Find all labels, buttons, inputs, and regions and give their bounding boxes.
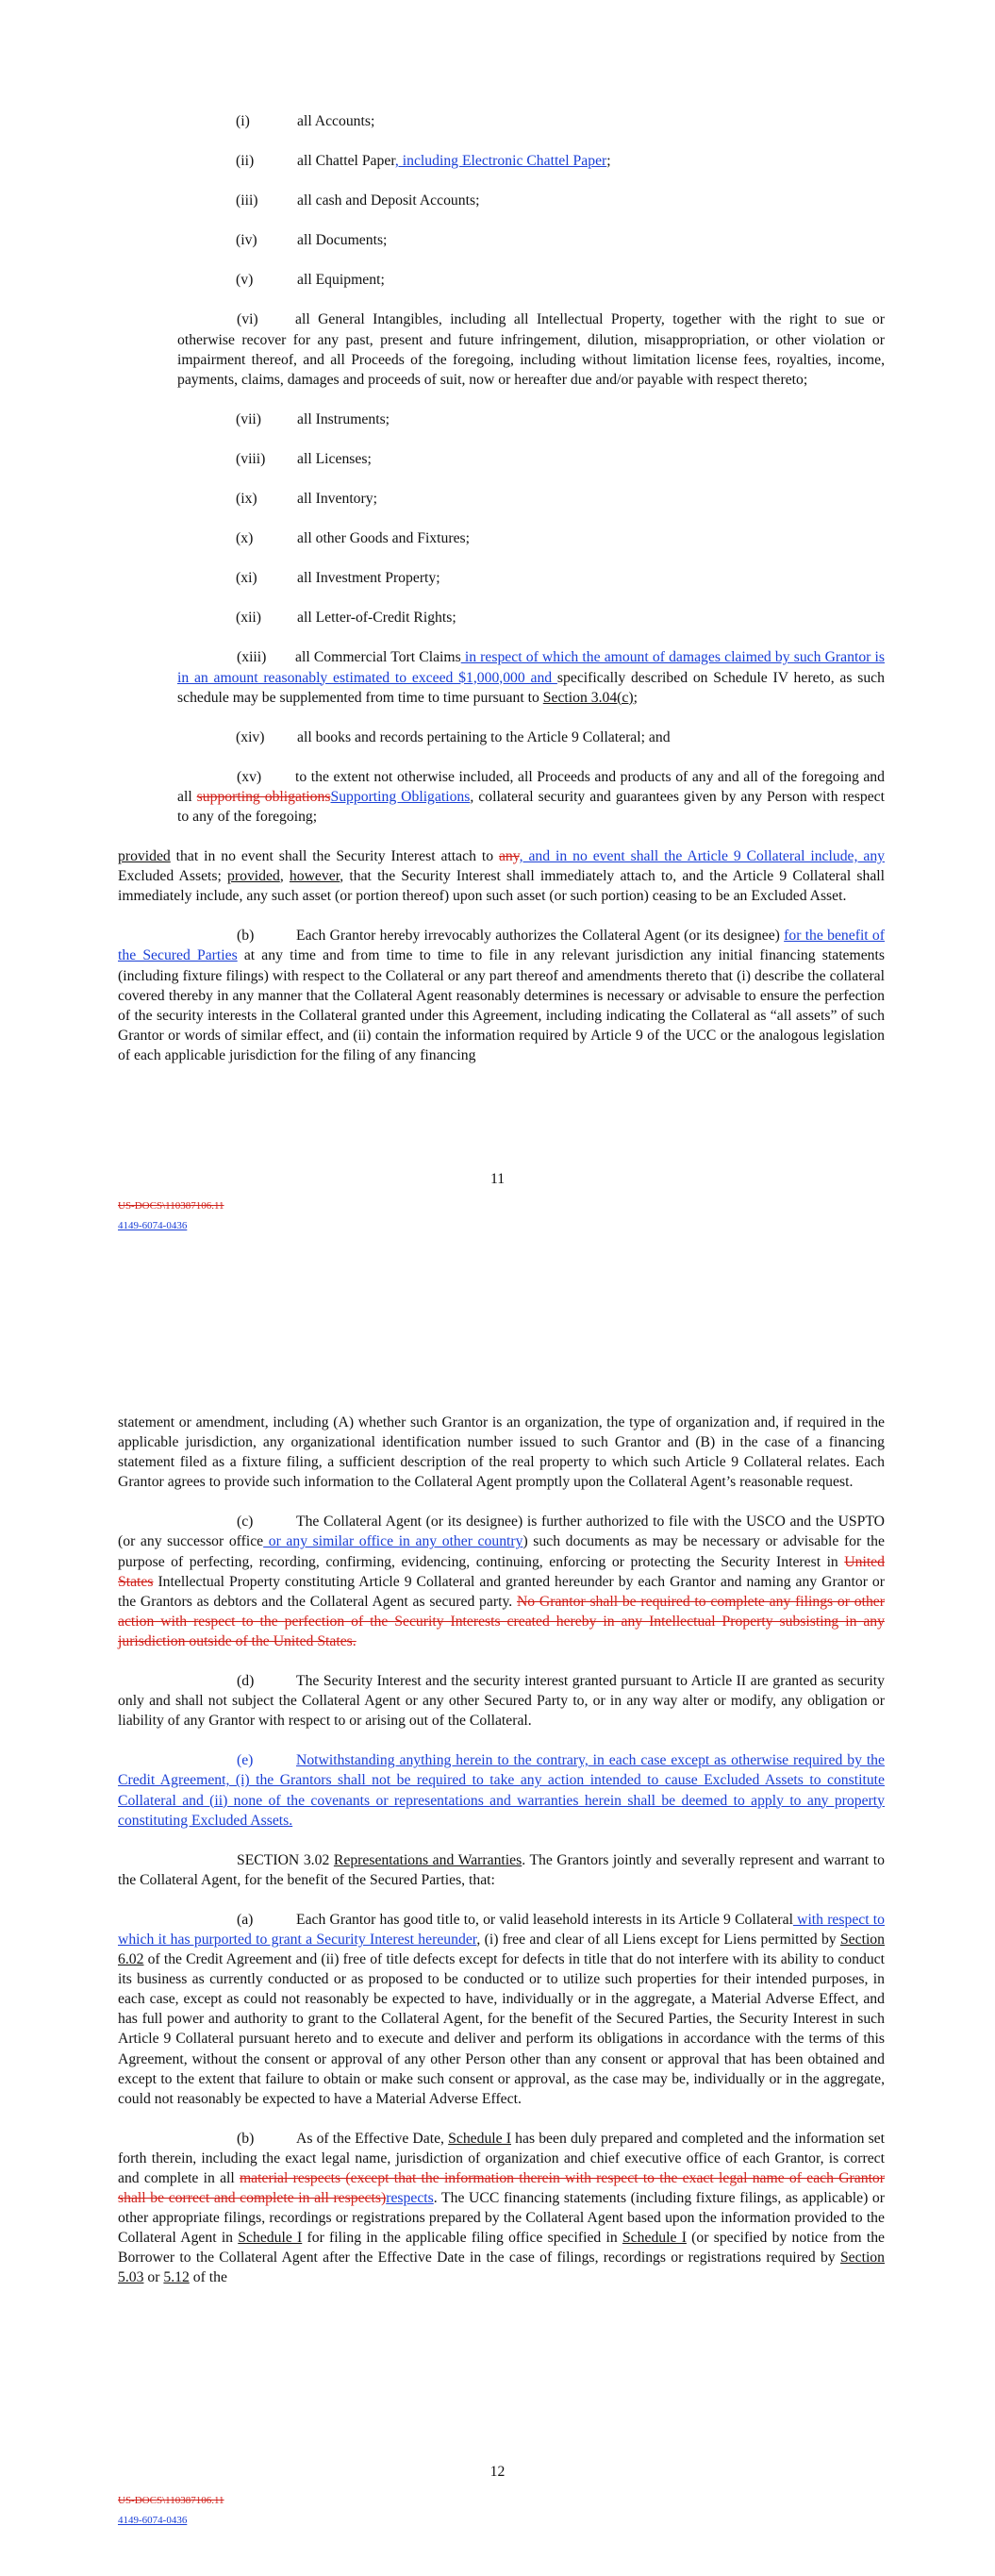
item-text: all Licenses; xyxy=(297,450,372,467)
paragraph-number: (b) xyxy=(237,2130,255,2147)
paragraph-number: (b) xyxy=(237,928,255,945)
continuation-paragraph: statement or amendment, including (A) whether such Grantor is an organization, the type of organization and, if required in the applicable jurisdiction, any organizational identification number issued to such Grantor and (B) in the case of a financing statement filed as a fixture filing, a sufficient description of the real property to which such Article 9 Collateral relates. Each Grantor agrees to provide such information to the Collateral Agent promptly upon the Collateral Agent’s reasonable request. xyxy=(118,1414,885,1491)
page-12 xyxy=(0,1288,995,2576)
item-text: to the extent not otherwise included, all Proceeds and products of any and all of the foregoing and all xyxy=(177,768,885,805)
paragraph-text: , xyxy=(279,868,290,885)
paragraph-text: of the Credit Agreement and (ii) free of title defects except for defects in title that do not interfere with its ability to conduct its business as currently conducted or as proposed to be conducted or to utilize such properties for their intended purposes, in each case, except as could not reasonably be expected to have, individually or in the aggregate, a Material Adverse Effect, and has full power and authority to grant to the Collateral Agent, for the benefit of the Secured Parties, the Security Interest in such Article 9 Collateral pursuant hereto and to execute and deliver and perform its obligations in accordance with the terms of this Agreement, without the consent or approval of any other Person other than any consent or approval that has been obtained and except to the extent that failure to obtain or make such consent or approval, as the case may be, individually or in the aggregate, could not reasonably be expected to have a Material Adverse Effect. xyxy=(118,1951,885,2107)
inserted-text: respects xyxy=(386,2190,434,2207)
paragraph-text: Each Grantor has good title to, or valid leasehold interests in its Article 9 Collateral xyxy=(296,1911,793,1928)
item-text: all books and records pertaining to the Article 9 Collateral; and xyxy=(297,728,671,745)
section-label: SECTION 3.02 xyxy=(237,1851,334,1868)
section-reference: Section 5.03 xyxy=(118,2250,885,2286)
paragraph-text: at any time and from time to time to file in any relevant jurisdiction any initial financing statements (including fixture filings) with respect to the Collateral or any part thereof and amendments thereto that (i) describe the collateral covered thereby in any manner that the Collateral Agent reasonably determines is necessary or advisable to ensure the perfection of the security interests in the Collateral granted under this Agreement, including indicating the Collateral as “all assets” of such Grantor or words of similar effect, and (ii) contain the information required by Article 9 of the UCC or the analogous legislation of each applicable jurisdiction for the filing of any financing xyxy=(118,947,885,1063)
page-11-body xyxy=(118,111,885,1085)
list-item xyxy=(236,151,885,171)
paragraph-text: Intellectual Property constituting Article 9 Collateral and granted hereunder by each Grantor and naming any Grantor or the Grantors as debtors and the Collateral Agent as secured party. xyxy=(118,1573,885,1610)
paragraph-text: Each Grantor hereby irrevocably authorizes the Collateral Agent (or its designee) xyxy=(296,928,785,945)
item-number: (vi) xyxy=(237,311,258,328)
footer-inserted-docid: 4149-6074-0436 xyxy=(118,1220,188,1231)
item-text: all Investment Property; xyxy=(297,570,440,587)
list-item xyxy=(236,410,885,429)
footer-deleted-docid: US-DOCS\110387106.11 xyxy=(118,1200,224,1212)
list-item xyxy=(236,728,885,747)
paragraph-e xyxy=(118,1750,885,1830)
list-item xyxy=(236,111,885,131)
paragraph-text: for filing in the applicable filing office specified in xyxy=(302,2230,622,2247)
section-reference: Section 3.04(c) xyxy=(542,689,634,706)
item-number: (iii) xyxy=(236,192,258,209)
deleted-text: material respects (except that the information therein with respect to the exact legal name of each Grantor shall be correct and complete in all respects) xyxy=(118,2170,885,2207)
list-item xyxy=(236,608,885,627)
section-title: Representations and Warranties xyxy=(333,1851,522,1868)
paragraph-text: , that the Security Interest shall immediately attach to, and the Article 9 Collateral shall immediately include, any such asset (or portion thereof) upon such asset (or such portion) ceasing to be an Excluded Asset. xyxy=(118,868,886,905)
section-reference: Section 6.02 xyxy=(118,1931,885,1968)
paragraph-text: Excluded Assets; xyxy=(118,868,228,885)
page-12-body xyxy=(118,1413,885,2308)
item-text: all Inventory; xyxy=(297,491,377,508)
list-item xyxy=(236,528,885,548)
deleted-text: United States xyxy=(118,1553,885,1590)
paragraph-text: or xyxy=(143,2269,164,2286)
paragraph-number: (d) xyxy=(237,1673,255,1690)
document-footer xyxy=(118,1199,224,1233)
item-text: all Instruments; xyxy=(297,410,390,427)
item-number: (i) xyxy=(236,113,250,129)
list-item xyxy=(236,568,885,588)
deleted-text: any xyxy=(498,848,520,865)
paragraph-number: (a) xyxy=(237,1911,254,1928)
paragraph-text: has been duly prepared and completed and the information set forth therein, including the exact legal name, jurisdiction of organization and chief executive office of each Grantor, is correct and complete in all xyxy=(118,2130,886,2186)
inserted-text: in respect of which the amount of damages claimed by such Grantor is in an amount reasonably estimated to exceed $1,000,000 and xyxy=(177,649,885,686)
paragraph-d xyxy=(118,1671,885,1731)
item-text: all Commercial Tort Claims xyxy=(295,649,461,666)
inserted-text: , including Electronic Chattel Paper xyxy=(394,153,607,170)
item-text: , collateral security and guarantees given by any Person with respect to any of the foregoing; xyxy=(177,788,885,825)
list-item xyxy=(236,191,885,210)
list-item xyxy=(236,270,885,290)
item-text xyxy=(297,151,611,171)
item-number: (xiv) xyxy=(236,728,265,745)
inserted-text: or any similar office in any other country xyxy=(263,1533,523,1550)
item-number: (ii) xyxy=(236,153,255,170)
proviso-term: however xyxy=(289,868,340,885)
proviso-paragraph xyxy=(118,846,885,906)
item-number: (xi) xyxy=(236,570,257,587)
page-number: 12 xyxy=(489,2464,506,2480)
schedule-reference: Schedule I xyxy=(238,2230,303,2247)
paragraph-text: that in no event shall the Security Interest attach to xyxy=(170,848,499,865)
paragraph-text: The Collateral Agent (or its designee) is further authorized to file with the USCO and the USPTO (or any successor office xyxy=(118,1514,885,1550)
item-number: (ix) xyxy=(236,491,257,508)
paragraph-b xyxy=(118,926,885,1065)
schedule-reference: Schedule I xyxy=(448,2130,511,2147)
proviso-term: provided xyxy=(118,848,171,865)
document-footer xyxy=(118,2494,224,2528)
list-item xyxy=(236,230,885,250)
paragraph-text: The Security Interest and the security interest granted pursuant to Article II are granted as security only and shall not subject the Collateral Agent or any other Secured Party to, or in any way alter or modify, any obligation or liability of any Grantor with respect to or arising out of the Collateral. xyxy=(118,1673,885,1730)
item-number: (viii) xyxy=(236,450,266,467)
list-item xyxy=(236,489,885,509)
item-number: (v) xyxy=(236,272,254,289)
item-text: specifically described on Schedule IV hereto, as such schedule may be supplemented from time to time pursuant to xyxy=(177,669,885,706)
inserted-text: , and in no event shall the Article 9 Collateral include, any xyxy=(519,848,886,865)
inserted-text: for the benefit of the Secured Parties xyxy=(118,928,885,964)
item-text: all Equipment; xyxy=(297,272,385,289)
section-reference: 5.12 xyxy=(163,2269,190,2286)
footer-inserted-docid: 4149-6074-0436 xyxy=(118,2515,188,2526)
item-number: (xv) xyxy=(237,768,262,785)
deleted-text: supporting obligations xyxy=(196,788,331,805)
inserted-text: with respect to which it has purported to grant a Security Interest hereunder xyxy=(118,1911,886,1948)
item-text-base: all Chattel Paper xyxy=(297,153,395,170)
item-number: (x) xyxy=(236,530,254,547)
paragraph-text: ) such documents as may be necessary or advisable for the purpose of perfecting, recording, confirming, evidencing, continuing, enforcing or protecting the Security Interest in xyxy=(118,1533,885,1570)
item-text: all Accounts; xyxy=(297,113,375,129)
paragraph-c xyxy=(118,1512,885,1651)
schedule-reference: Schedule I xyxy=(622,2230,687,2247)
paragraph-text: (or specified by notice from the Borrower to the Collateral Agent after the Effective Date in the case of filings, recordings or registrations required by xyxy=(118,2230,886,2267)
paragraph-text: , (i) free and clear of all Liens except for Liens permitted by xyxy=(476,1931,840,1948)
item-text: all Letter-of-Credit Rights; xyxy=(297,610,456,627)
list-item-xiii xyxy=(177,647,885,707)
item-text: all General Intangibles, including all Intellectual Property, together with the right to sue or otherwise recover for any past, present and future infringement, dilution, misappropriation, or other violation or impairment thereof, and all Proceeds of the foregoing, including without limitation license fees, royalties, income, payments, claims, damages and proceeds of suit, now or hereafter due and/or payable with respect thereto; xyxy=(177,311,885,388)
deleted-text: No Grantor shall be required to complete any filings or other action with respect to the perfection of the Security Interests created hereby in any Intellectual Property subsisting in any jurisdiction outside of the United States. xyxy=(118,1593,885,1649)
list-item-vi xyxy=(177,309,885,389)
paragraph-number: (c) xyxy=(237,1514,254,1531)
paragraph-text: As of the Effective Date, xyxy=(296,2130,449,2147)
item-text: ; xyxy=(633,689,638,706)
item-number: (xiii) xyxy=(237,649,267,666)
item-number: (iv) xyxy=(236,232,257,249)
proviso-term: provided xyxy=(227,868,280,885)
section-3-02 xyxy=(118,1850,885,1890)
inserted-text: Notwithstanding anything herein to the contrary, in each case except as otherwise required by the Credit Agreement, (i) the Grantors shall not be required to take any action intended to cause Excluded Assets to constitute Collateral and (ii) none of the covenants or representations and warranties herein shall be deemed to apply to any property constituting Excluded Assets. xyxy=(118,1752,885,1829)
item-text-tail: ; xyxy=(606,153,611,170)
inserted-text: Supporting Obligations xyxy=(330,788,471,805)
paragraph-b xyxy=(118,2129,885,2288)
item-text: all Documents; xyxy=(297,232,388,249)
item-number: (xii) xyxy=(236,610,262,627)
page-number: 11 xyxy=(489,1171,506,1187)
list-item-xv xyxy=(177,767,885,827)
item-number: (vii) xyxy=(236,410,262,427)
footer-deleted-docid: US-DOCS\110387106.11 xyxy=(118,2495,224,2506)
paragraph-text: . The UCC financing statements (including fixture filings, as applicable) or other appropriate filings, recordings or registrations prepared by the Collateral Agent based upon the information provided to the Collateral Agent in xyxy=(118,2190,885,2247)
item-text: all other Goods and Fixtures; xyxy=(297,530,470,547)
paragraph-text: . The Grantors jointly and severally represent and warrant to the Collateral Agent, for the benefit of the Secured Parties, that: xyxy=(118,1851,885,1888)
paragraph-number: (e) xyxy=(237,1752,254,1769)
item-text: all cash and Deposit Accounts; xyxy=(297,192,480,209)
paragraph-text: of the xyxy=(189,2269,227,2286)
paragraph-a xyxy=(118,1910,885,2109)
list-item xyxy=(236,449,885,469)
